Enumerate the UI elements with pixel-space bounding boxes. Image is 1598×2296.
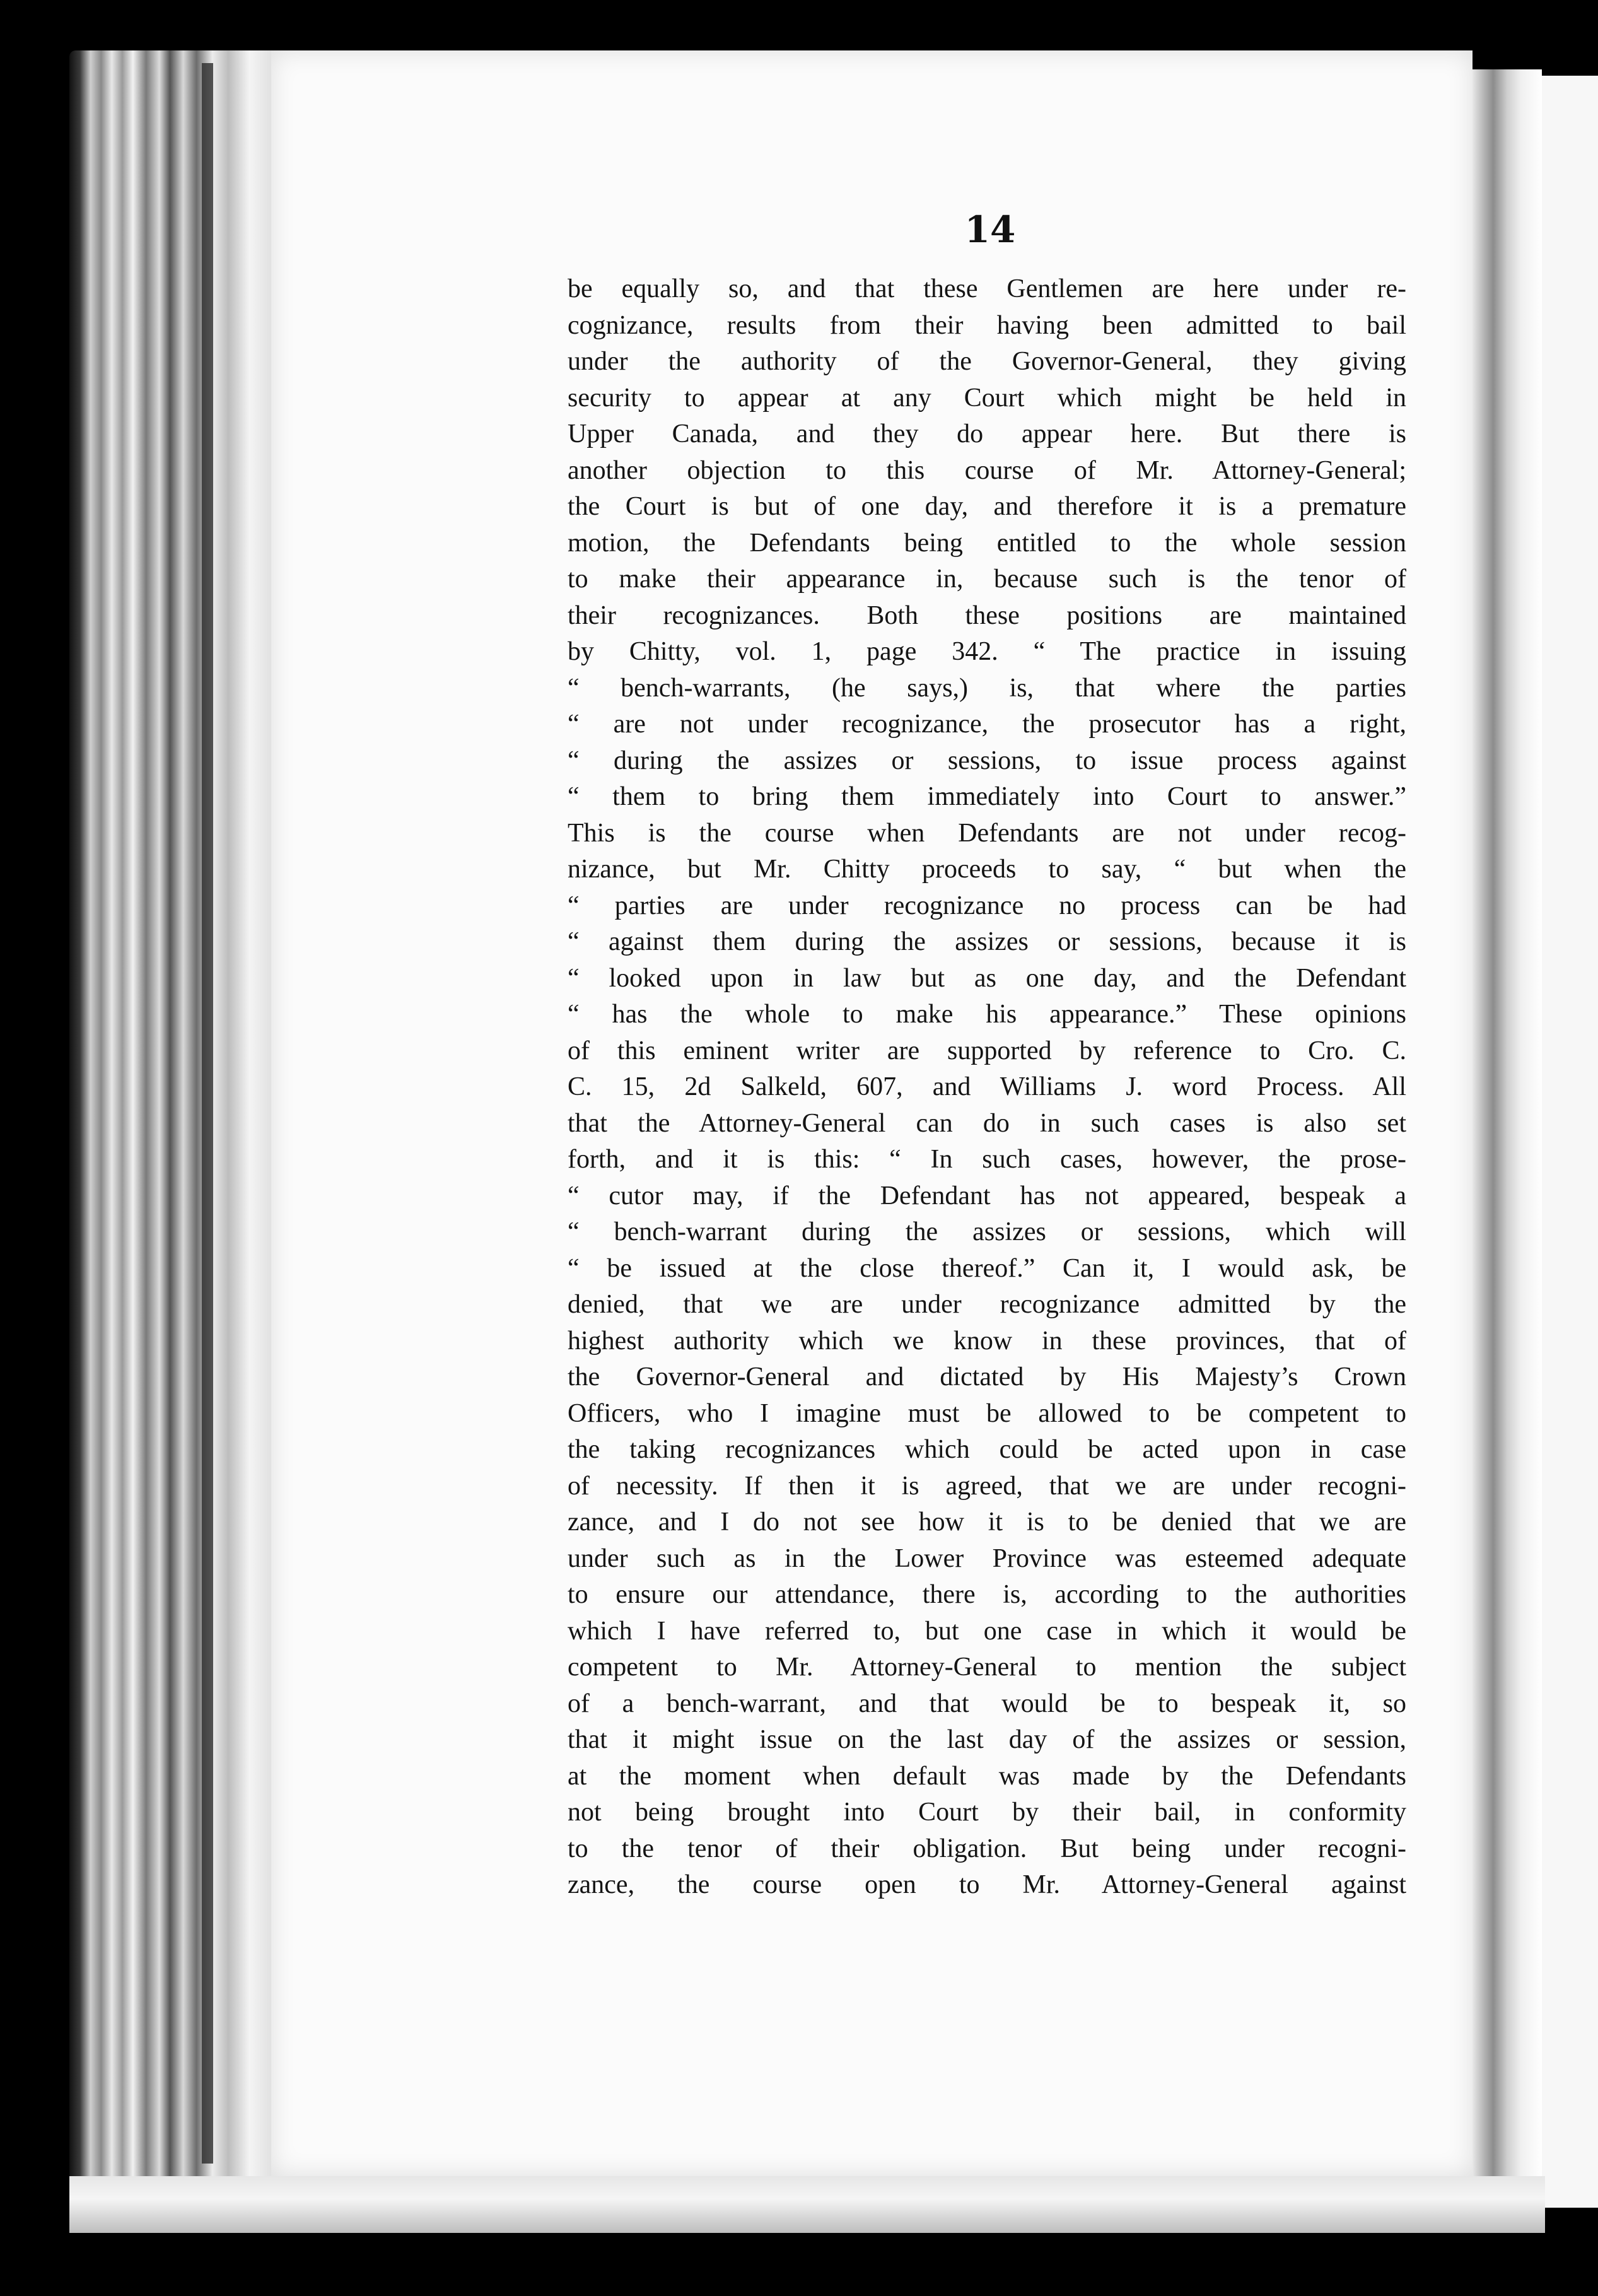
text-line: “ bench-warrant during the assizes or sessions, which will bbox=[568, 1217, 1406, 1246]
text-line: the taking recognizances which could be acted upon in case bbox=[568, 1435, 1406, 1464]
page-number: 14 bbox=[964, 208, 1016, 251]
text-line: nizance, but Mr. Chitty proceeds to say, “ but when the bbox=[568, 855, 1406, 884]
text-line: This is the course when Defendants are not under recog- bbox=[568, 818, 1406, 848]
text-line: be equally so, and that these Gentlemen are here under re- bbox=[568, 274, 1406, 303]
binding-shadow bbox=[202, 63, 213, 2164]
text-line: security to appear at any Court which might be held in bbox=[568, 383, 1406, 413]
text-line: “ during the assizes or sessions, to issue process against bbox=[568, 746, 1406, 775]
text-line: by Chitty, vol. 1, page 342. “ The practice in issuing bbox=[568, 637, 1406, 666]
text-line: “ against them during the assizes or sessions, because it is bbox=[568, 927, 1406, 956]
text-line: which I have referred to, but one case in which it would be bbox=[568, 1616, 1406, 1646]
text-line: another objection to this course of Mr. Attorney-General; bbox=[568, 455, 1406, 485]
text-line: C. 15, 2d Salkeld, 607, and Williams J. word Process. All bbox=[568, 1072, 1406, 1101]
text-line: Upper Canada, and they do appear here. But there is bbox=[568, 419, 1406, 448]
text-line: “ bench-warrants, (he says,) is, that where the parties bbox=[568, 673, 1406, 703]
text-line: highest authority which we know in these provinces, that of bbox=[568, 1326, 1406, 1356]
text-line: zance, and I do not see how it is to be denied that we are bbox=[568, 1508, 1406, 1537]
page-bottom-edge bbox=[69, 2176, 1545, 2233]
text-line: at the moment when default was made by the Defendants bbox=[568, 1761, 1406, 1791]
next-leaf-edge bbox=[1473, 69, 1542, 2214]
text-line: under the authority of the Governor-General, they giving bbox=[568, 347, 1406, 376]
next-leaf-margin bbox=[1542, 76, 1598, 2208]
text-line: “ be issued at the close thereof.” Can it, I would ask, be bbox=[568, 1253, 1406, 1283]
text-line: their recognizances. Both these positions are maintained bbox=[568, 600, 1406, 630]
text-line: “ are not under recognizance, the prosecutor has a right, bbox=[568, 710, 1406, 739]
text-line: “ looked upon in law but as one day, and the Defendant bbox=[568, 963, 1406, 993]
text-line: the Governor-General and dictated by His Majesty’s Crown bbox=[568, 1362, 1406, 1391]
text-line: of a bench-warrant, and that would be to bespeak it, so bbox=[568, 1689, 1406, 1718]
text-line: Officers, who I imagine must be allowed to be competent to bbox=[568, 1398, 1406, 1428]
text-line: “ cutor may, if the Defendant has not appeared, bespeak a bbox=[568, 1181, 1406, 1210]
text-line: not being brought into Court by their bail, in conformity bbox=[568, 1798, 1406, 1827]
body-text bbox=[568, 271, 1406, 1904]
text-line: of necessity. If then it is agreed, that we are under recogni- bbox=[568, 1471, 1406, 1501]
text-line: motion, the Defendants being entitled to the whole session bbox=[568, 528, 1406, 558]
text-line: competent to Mr. Attorney-General to mention the subject bbox=[568, 1653, 1406, 1682]
text-line: of this eminent writer are supported by reference to Cro. C. bbox=[568, 1036, 1406, 1065]
text-line: to ensure our attendance, there is, according to the authorities bbox=[568, 1580, 1406, 1609]
text-line: “ them to bring them immediately into Court to answer.” bbox=[568, 782, 1406, 811]
text-line: denied, that we are under recognizance admitted by the bbox=[568, 1290, 1406, 1319]
text-line: “ has the whole to make his appearance.” These opinions bbox=[568, 1000, 1406, 1029]
text-line: that it might issue on the last day of the assizes or session, bbox=[568, 1725, 1406, 1754]
text-line: forth, and it is this: “ In such cases, however, the prose- bbox=[568, 1145, 1406, 1174]
text-line: “ parties are under recognizance no process can be had bbox=[568, 891, 1406, 920]
text-line: the Court is but of one day, and therefore it is a premature bbox=[568, 492, 1406, 521]
text-line: under such as in the Lower Province was esteemed adequate bbox=[568, 1543, 1406, 1573]
text-line: zance, the course open to Mr. Attorney-General against bbox=[568, 1870, 1406, 1899]
text-line: to make their appearance in, because such is the tenor of bbox=[568, 565, 1406, 594]
text-line: to the tenor of their obligation. But being under recogni- bbox=[568, 1834, 1406, 1863]
text-line: that the Attorney-General can do in such cases is also set bbox=[568, 1108, 1406, 1138]
text-line: cognizance, results from their having been admitted to bail bbox=[568, 310, 1406, 340]
